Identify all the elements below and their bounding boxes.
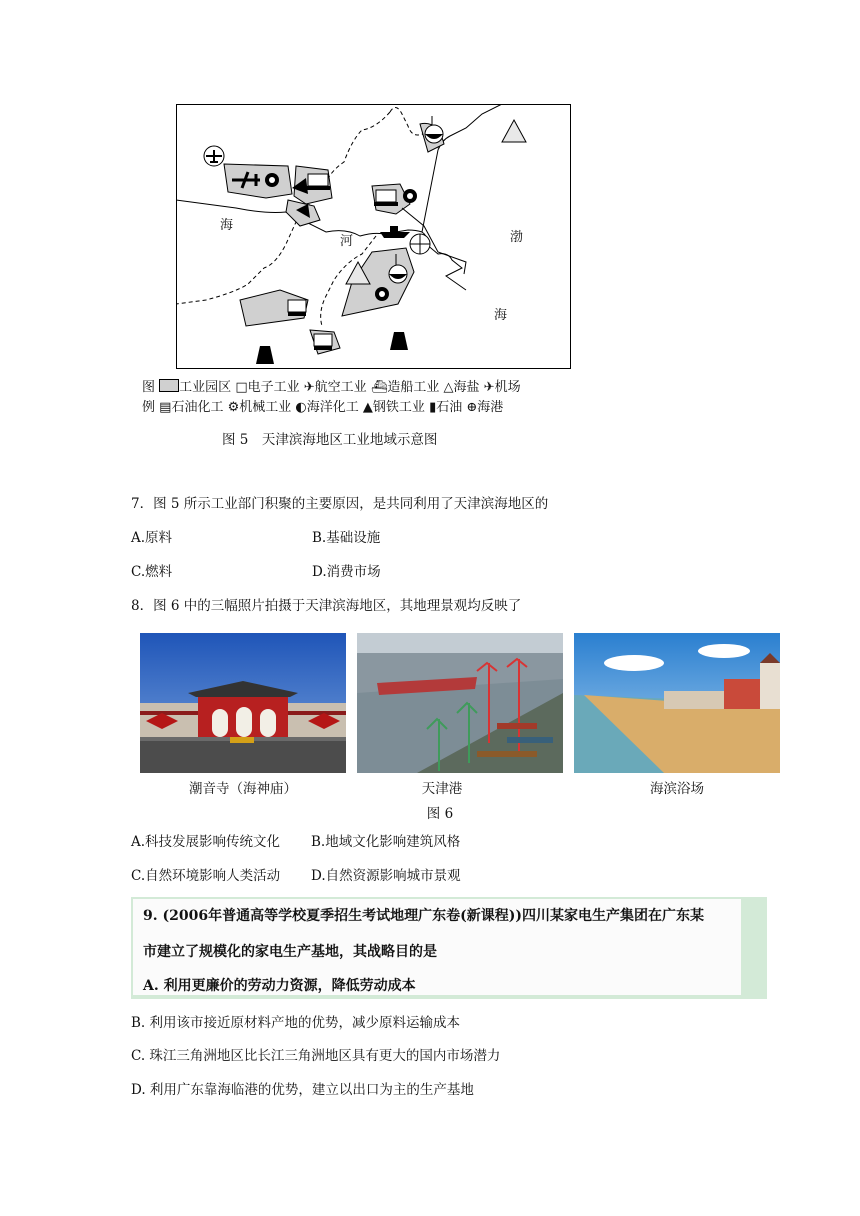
q7-option-a: A.原料	[131, 530, 173, 546]
legend-head: 例	[142, 400, 156, 415]
machinery-icon	[403, 189, 417, 203]
q9-option-c: C. 珠江三角洲地区比长江三角洲地区具有更大的国内市场潜力	[131, 1048, 501, 1064]
map-label-sea: 海	[494, 308, 508, 323]
map-label-sea: 海	[220, 218, 234, 233]
photo-caption: 潮音寺（海神庙）	[189, 781, 297, 797]
electronics-legend-icon: □	[235, 380, 248, 395]
map-label-river: 河	[340, 234, 354, 249]
photo-caption: 天津港	[421, 781, 463, 797]
legend-item: 机场	[494, 380, 521, 395]
legend-row	[142, 378, 622, 398]
legend-row	[142, 398, 622, 418]
airport-legend-icon: ✈	[483, 380, 495, 395]
beach-photo	[574, 633, 780, 773]
photo-caption: 海滨浴场	[650, 781, 704, 797]
petrochemical-icon	[314, 334, 332, 350]
q8-option-a: A.科技发展影响传统文化	[131, 834, 281, 850]
q8-stem: 8．图 6 中的三幅照片拍摄于天津滨海地区，其地理景观均反映了	[131, 598, 522, 614]
q8-option-b: B.地域文化影响建筑风格	[311, 834, 461, 850]
figure6-label: 图 6	[426, 806, 454, 822]
q9-option-a: A. 利用更廉价的劳动力资源，降低劳动成本	[143, 978, 416, 994]
airport-icon	[204, 146, 224, 166]
q7-option-d: D.消费市场	[312, 564, 381, 580]
q9-line1: 9. (2006年普通高等学校夏季招生考试地理广东卷(新课程))四川某家电生产集团在广东某	[143, 908, 704, 924]
petrochemical-icon	[288, 300, 306, 316]
q8-option-d: D.自然资源影响城市景观	[311, 868, 461, 884]
q7-option-b: B.基础设施	[312, 530, 381, 546]
steel-legend-icon: ▲	[362, 400, 373, 415]
q8-option-c: C.自然环境影响人类活动	[131, 868, 281, 884]
legend-item: 电子工业	[247, 380, 300, 395]
q9-line2: 市建立了规模化的家电生产基地，其战略目的是	[143, 944, 437, 960]
machinery-icon	[375, 287, 389, 301]
machinery-legend-icon: ⚙	[227, 400, 240, 415]
marine-chemical-legend-icon: ◐	[295, 400, 307, 415]
legend-item: 海洋化工	[306, 400, 359, 415]
legend-item: 造船工业	[387, 380, 440, 395]
seaport-legend-icon: ⊕	[466, 400, 478, 415]
machinery-icon	[265, 173, 279, 187]
sea-salt-legend-icon: △	[443, 380, 454, 395]
legend-item: 钢铁工业	[372, 400, 425, 415]
q9-option-b: B. 利用该市接近原材料产地的优势，减少原料运输成本	[131, 1015, 461, 1031]
legend-head: 图	[142, 380, 156, 395]
seaport-icon	[410, 234, 430, 254]
industry-map	[176, 104, 571, 369]
legend-item: 航空工业	[314, 380, 367, 395]
temple-photo	[140, 633, 346, 773]
legend-item: 工业园区	[179, 380, 232, 395]
legend-item: 石油	[436, 400, 463, 415]
aviation-legend-icon: ✈	[303, 380, 315, 395]
port-photo	[357, 633, 563, 773]
map-label-bohai: 渤	[510, 230, 524, 245]
legend-item: 海盐	[453, 380, 480, 395]
electronics-icon	[374, 190, 398, 206]
figure5-caption: 图 5 天津滨海地区工业地域示意图	[222, 432, 438, 448]
electronics-icon	[306, 174, 330, 190]
petrochemical-legend-icon: ▤	[159, 400, 172, 415]
map-legend	[142, 378, 622, 418]
shipbuilding-legend-icon: ⛴	[370, 380, 388, 395]
q9-pasted-inner	[133, 899, 741, 995]
legend-item: 机械工业	[239, 400, 292, 415]
q7-option-c: C.燃料	[131, 564, 173, 580]
legend-item: 石油化工	[171, 400, 224, 415]
q7-stem: 7．图 5 所示工业部门积聚的主要原因，是共同利用了天津滨海地区的	[131, 496, 549, 512]
oil-legend-icon: ▮	[429, 400, 437, 415]
q9-option-d: D. 利用广东靠海临港的优势，建立以出口为主的生产基地	[131, 1082, 474, 1098]
legend-item: 海港	[477, 400, 504, 415]
q9-pasted-block	[131, 897, 767, 999]
park-legend-icon	[159, 379, 179, 392]
